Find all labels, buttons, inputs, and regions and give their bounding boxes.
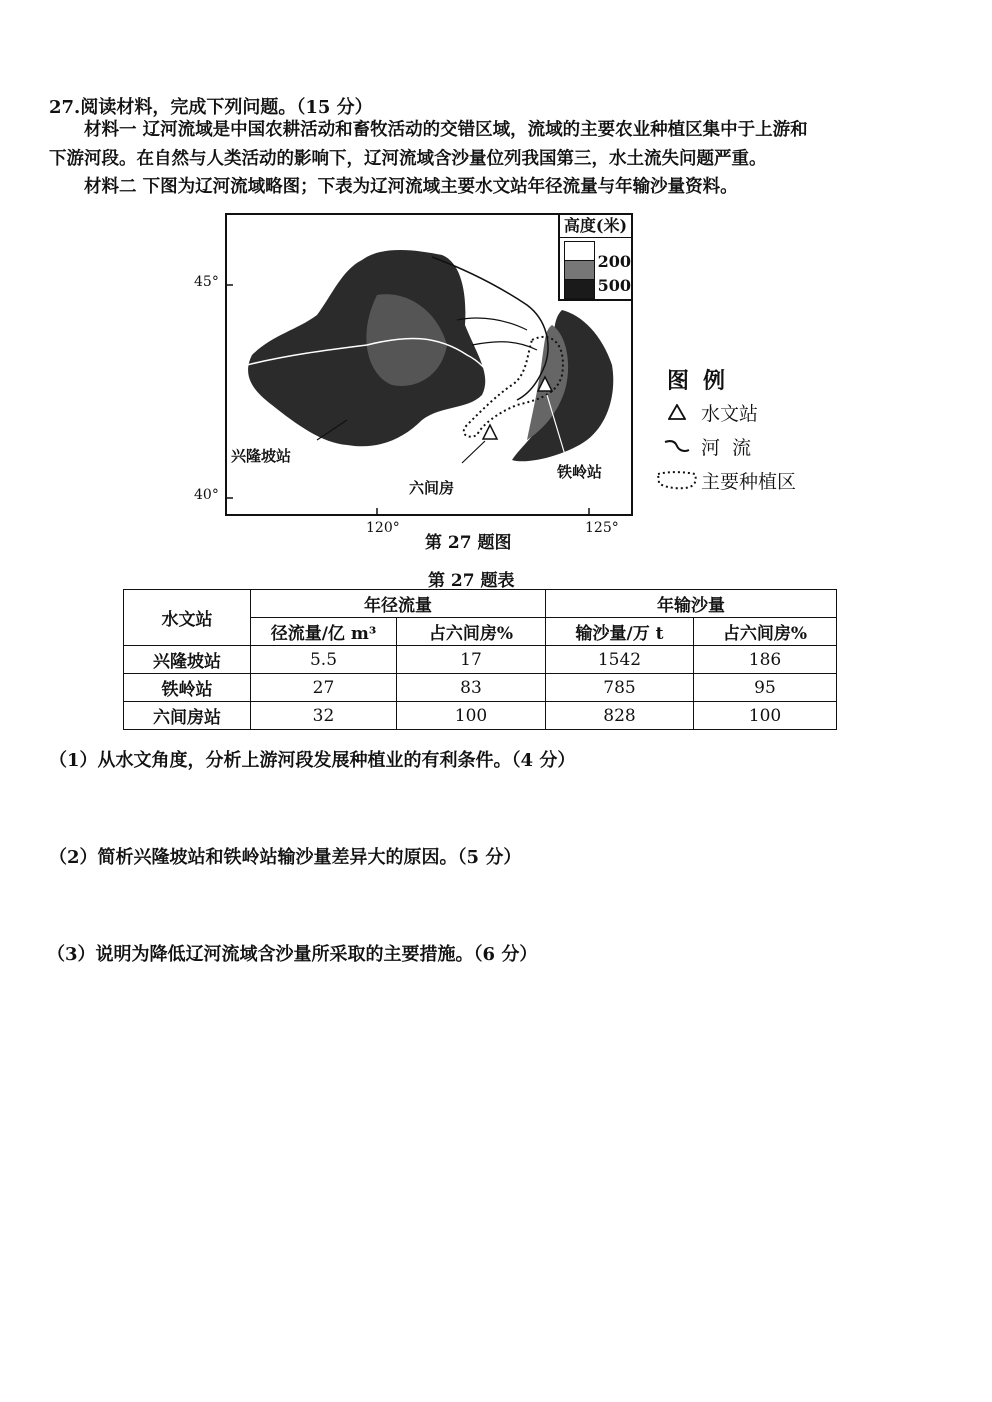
legend-label-planting: 主要种植区 — [701, 470, 797, 493]
map-legend — [653, 364, 833, 497]
sub-question-3: （3）说明为降低辽河流域含沙量所采取的主要措施。（6 分） — [47, 944, 538, 965]
header-sediment-value: 输沙量/万 t — [546, 618, 694, 646]
triangle-icon — [653, 404, 701, 420]
header-sediment-pct: 占六间房% — [694, 618, 837, 646]
table-caption: 第 27 题表 — [428, 571, 515, 591]
header-station: 水文站 — [124, 590, 251, 646]
table-row — [124, 702, 837, 730]
western-upland — [248, 250, 485, 446]
cell-sediment-pct: 186 — [694, 646, 837, 674]
table-header-row-1 — [124, 590, 837, 618]
cell-station: 铁岭站 — [124, 674, 251, 702]
cell-sediment: 785 — [546, 674, 694, 702]
label-liujianfang: 六间房 — [409, 479, 455, 497]
table-row — [124, 646, 837, 674]
hydrology-table — [123, 589, 837, 730]
lon-label-125: 125° — [585, 520, 619, 536]
legend-label-river: 河 流 — [701, 436, 752, 459]
cell-sediment: 1542 — [546, 646, 694, 674]
figure-caption: 第 27 题图 — [425, 533, 512, 553]
legend-row-planting — [653, 463, 833, 497]
lon-label-120: 120° — [366, 520, 400, 536]
cell-runoff-pct: 100 — [397, 702, 546, 730]
label-xinglongpo-station: 兴隆坡站 — [231, 447, 292, 465]
elevation-key — [558, 213, 633, 301]
cell-runoff: 5.5 — [251, 646, 397, 674]
header-runoff-group: 年径流量 — [251, 590, 546, 618]
elevation-value-200: 200 — [597, 252, 631, 271]
lat-label-45: 45° — [194, 274, 219, 290]
cell-sediment-pct: 95 — [694, 674, 837, 702]
material-two: 材料二 下图为辽河流域略图；下表为辽河流域主要水文站年径流量与年输沙量资料。 — [84, 177, 738, 197]
elevation-value-500: 500 — [597, 276, 631, 295]
header-runoff-value: 径流量/亿 m³ — [251, 618, 397, 646]
sub-question-2: （2）简析兴隆坡站和铁岭站输沙量差异大的原因。（5 分） — [49, 847, 522, 868]
elevation-swatch-mid — [564, 261, 595, 280]
legend-title: 图例 — [667, 368, 740, 394]
label-tieling-station: 铁岭站 — [557, 463, 603, 481]
elevation-swatch-low — [564, 241, 595, 261]
cell-station: 六间房站 — [124, 702, 251, 730]
legend-label-station: 水文站 — [701, 402, 759, 425]
cell-station: 兴隆坡站 — [124, 646, 251, 674]
tributary-middle — [472, 342, 537, 350]
legend-row-station — [653, 395, 833, 429]
question-title: 27.阅读材料，完成下列问题。（15 分） — [49, 97, 373, 118]
cell-runoff: 27 — [251, 674, 397, 702]
cell-sediment-pct: 100 — [694, 702, 837, 730]
elevation-swatch-high — [564, 280, 595, 299]
material-one-line2: 下游河段。在自然与人类活动的影响下，辽河流域含沙量位列我国第三，水土流失问题严重。 — [49, 149, 767, 169]
leader-liujianfang — [462, 441, 485, 463]
cell-sediment: 828 — [546, 702, 694, 730]
river-icon — [653, 438, 701, 454]
header-sediment-group: 年输沙量 — [546, 590, 837, 618]
station-triangle-liujianfang — [483, 425, 497, 439]
lat-label-40: 40° — [194, 487, 219, 503]
tributary-north — [457, 318, 527, 330]
material-one-line1: 材料一 辽河流域是中国农耕活动和畜牧活动的交错区域，流域的主要农业种植区集中于上游和 — [84, 120, 808, 140]
table-row — [124, 674, 837, 702]
legend-row-river — [653, 429, 833, 463]
cell-runoff-pct: 83 — [397, 674, 546, 702]
planting-area-icon — [653, 469, 701, 491]
header-runoff-pct: 占六间房% — [397, 618, 546, 646]
cell-runoff-pct: 17 — [397, 646, 546, 674]
elevation-title: 高度(米) — [560, 215, 631, 238]
sub-question-1: （1）从水文角度，分析上游河段发展种植业的有利条件。（4 分） — [49, 750, 576, 771]
cell-runoff: 32 — [251, 702, 397, 730]
